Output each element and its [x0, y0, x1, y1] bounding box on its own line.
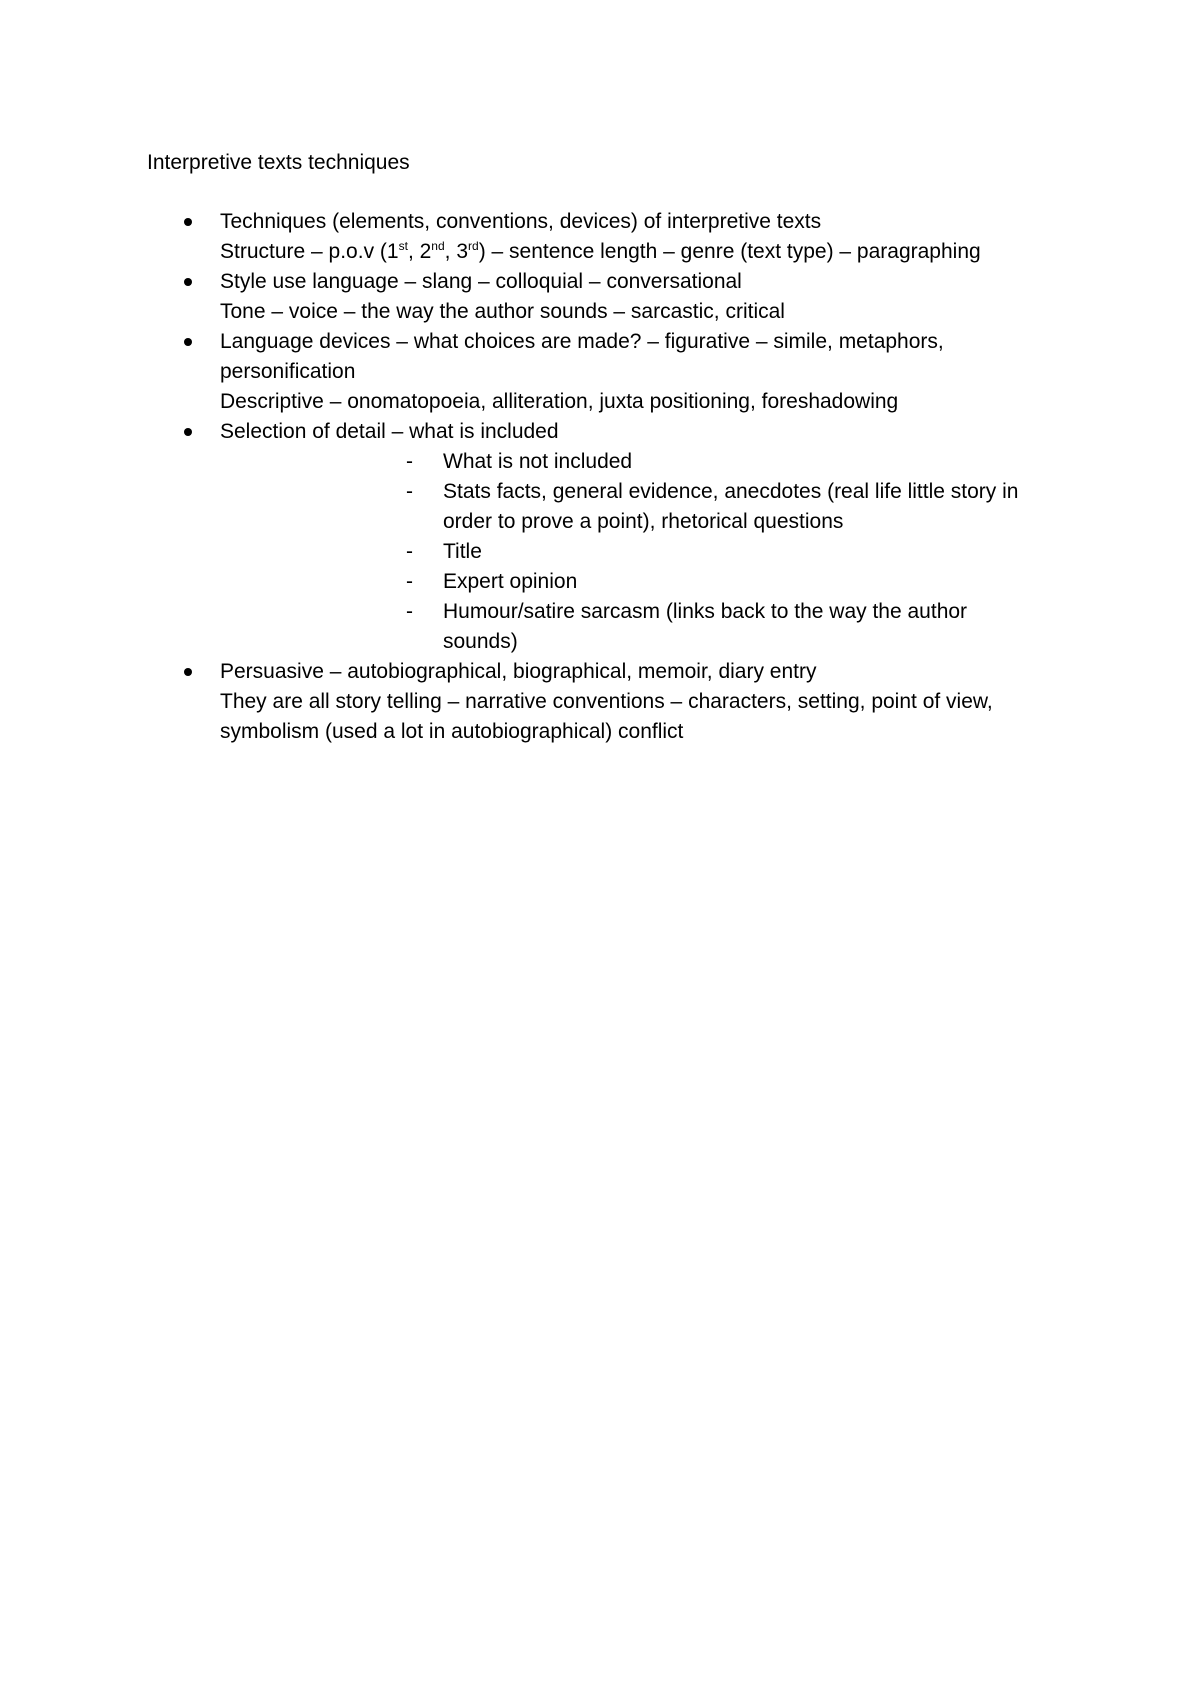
dash-item [220, 537, 1043, 567]
bullet-line: Descriptive – onomatopoeia, alliteration, juxta positioning, foreshadowing [220, 390, 899, 413]
bullet-item-techniques [0, 207, 1080, 267]
bullet-line: Selection of detail – what is included [220, 420, 559, 443]
bullet-icon [184, 218, 192, 226]
bullet-icon [184, 278, 192, 286]
dash-list [220, 447, 1080, 657]
dash-item [220, 447, 1043, 477]
bullet-line: Style use language – slang – colloquial – conversational [220, 270, 742, 293]
bullet-line: Persuasive – autobiographical, biographical, memoir, diary entry [220, 660, 817, 683]
dash-icon: - [406, 600, 413, 623]
dash-item-text: What is not included [443, 450, 633, 473]
bullet-line: Language devices – what choices are made? – figurative – simile, metaphors, [220, 330, 944, 353]
bullet-list [0, 207, 1200, 747]
dash-item-text: Expert opinion [443, 570, 578, 593]
bullet-item-selection-of-detail [0, 417, 1080, 657]
bullet-line: personification [220, 360, 356, 383]
bullet-line: Tone – voice – the way the author sounds – sarcastic, critical [220, 300, 785, 323]
bullet-line: Techniques (elements, conventions, devices) of interpretive texts [220, 210, 822, 233]
dash-item [220, 597, 1043, 657]
dash-item [220, 477, 1043, 537]
bullet-item-style [0, 267, 1080, 327]
bullet-line: They are all story telling – narrative conventions – characters, setting, point of view, [220, 690, 993, 713]
superscript-st: st [398, 239, 408, 253]
structure-text-end: ) – sentence length – genre (text type) – paragraphing [478, 240, 981, 263]
superscript-nd: nd [431, 239, 445, 253]
dash-item-text: Humour/satire sarcasm (links back to the way the author sounds) [443, 600, 968, 653]
superscript-rd: rd [468, 239, 479, 253]
bullet-icon [184, 428, 192, 436]
structure-line [220, 237, 1080, 267]
dash-icon: - [406, 450, 413, 473]
structure-text-2: , 2 [407, 240, 432, 263]
dash-icon: - [406, 540, 413, 563]
dash-item-text: Title [443, 540, 482, 563]
bullet-item-persuasive [0, 657, 1080, 747]
bullet-icon [184, 668, 192, 676]
bullet-line: symbolism (used a lot in autobiographical) conflict [220, 720, 684, 743]
structure-text-start: Structure – p.o.v (1 [220, 240, 399, 263]
dash-icon: - [406, 570, 413, 593]
structure-text-3: , 3 [444, 240, 469, 263]
dash-item [220, 567, 1043, 597]
dash-icon: - [406, 480, 413, 503]
dash-item-text: Stats facts, general evidence, anecdotes (real life little story in order to prove a point), rhetorical questions [443, 480, 1019, 533]
bullet-icon [184, 338, 192, 346]
bullet-item-language-devices [0, 327, 1080, 417]
document-title: Interpretive texts techniques [147, 151, 410, 174]
